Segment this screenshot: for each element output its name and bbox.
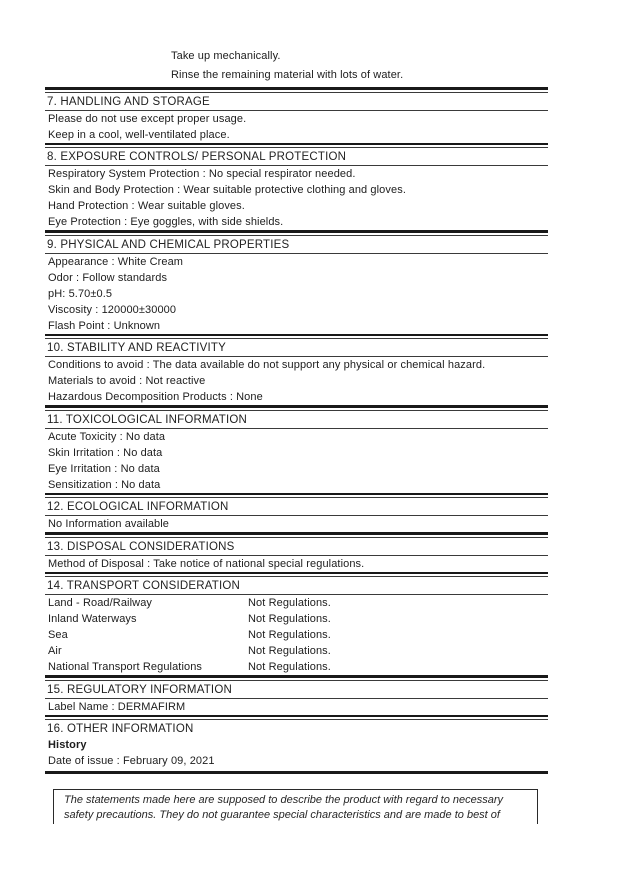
section-body-line: pH: 5.70±0.5 [48, 287, 113, 300]
section-body-line: Respiratory System Protection : No special respirator needed. [48, 168, 356, 180]
section-body-line: Skin and Body Protection : Wear suitable protective clothing and gloves. [48, 184, 406, 196]
section-body-line: Appearance : White Cream [48, 255, 184, 268]
section-title: 16. OTHER INFORMATION [47, 723, 194, 735]
transport-mode-label: National Transport Regulations [48, 661, 203, 673]
sections-container [45, 87, 548, 769]
section-body-line: Acute Toxicity : No data [48, 430, 166, 443]
transport-regulation-value: Not Regulations. [248, 597, 331, 609]
transport-regulation-value: Not Regulations. [248, 613, 331, 625]
intro-line: Rinse the remaining material with lots of water. [171, 69, 404, 81]
transport-row [45, 659, 548, 675]
transport-mode-label: Air [48, 645, 62, 657]
section-body-line: Eye Irritation : No data [48, 462, 160, 475]
section-title: 7. HANDLING AND STORAGE [45, 93, 548, 111]
section-body-line: Eye Protection : Eye goggles, with side shields. [48, 216, 284, 228]
section-body-line: Flash Point : Unknown [48, 319, 161, 332]
section-title: 9. PHYSICAL AND CHEMICAL PROPERTIES [45, 236, 548, 254]
section-title: 10. STABILITY AND REACTIVITY [45, 339, 548, 357]
section-14 [45, 572, 548, 676]
transport-regulation-value: Not Regulations. [248, 645, 331, 657]
transport-regulation-value: Not Regulations. [248, 661, 331, 673]
disclaimer-line: safety precautions. They do not guarantee special characteristics and are made to best of [64, 809, 500, 821]
transport-row [45, 643, 548, 659]
section-body-line: Hand Protection : Wear suitable gloves. [48, 200, 245, 212]
transport-regulation-value: Not Regulations. [248, 629, 331, 641]
section-body-line: Sensitization : No data [48, 478, 161, 491]
transport-mode-label: Inland Waterways [48, 613, 137, 625]
transport-mode-label: Land - Road/Railway [48, 597, 153, 609]
section-body-line: Date of issue : February 09, 2021 [48, 755, 215, 767]
intro-continuation-lines [45, 47, 548, 85]
section-body-line: No Information available [48, 518, 170, 530]
section-body-line: Hazardous Decomposition Products : None [48, 391, 263, 403]
disclaimer-box [53, 789, 538, 824]
transport-row [45, 627, 548, 643]
section-15 [45, 675, 548, 715]
section-body-line: Label Name : DERMAFIRM [48, 700, 186, 713]
transport-row [45, 595, 548, 611]
section-7 [45, 87, 548, 143]
section-title: 12. ECOLOGICAL INFORMATION [45, 498, 548, 516]
section-9 [45, 230, 548, 334]
section-body-line: Please do not use except proper usage. [48, 112, 247, 125]
section-body-line: Conditions to avoid : The data available do not support any physical or chemical hazard. [48, 359, 486, 371]
section-title: 11. TOXICOLOGICAL INFORMATION [45, 411, 548, 429]
section-16 [45, 715, 548, 770]
transport-row [45, 611, 548, 627]
section-8 [45, 143, 548, 231]
section-title: 8. EXPOSURE CONTROLS/ PERSONAL PROTECTION [45, 148, 548, 166]
transport-mode-label: Sea [48, 629, 68, 641]
section-title: 15. REGULATORY INFORMATION [45, 681, 548, 699]
section-13 [45, 532, 548, 572]
section-body-line: Materials to avoid : Not reactive [48, 375, 206, 387]
end-of-sections-rule [45, 771, 548, 774]
section-body-line: Keep in a cool, well-ventilated place. [48, 128, 230, 141]
section-title: 14. TRANSPORT CONSIDERATION [45, 577, 548, 595]
section-10 [45, 334, 548, 406]
section-body-line: Method of Disposal : Take notice of national special regulations. [48, 557, 365, 570]
section-body-line: Viscosity : 120000±30000 [48, 303, 177, 316]
section-11 [45, 405, 548, 493]
section-12 [45, 493, 548, 533]
section-body-line: Odor : Follow standards [48, 271, 168, 284]
section-body-line: Skin Irritation : No data [48, 446, 163, 459]
section-title: 13. DISPOSAL CONSIDERATIONS [45, 538, 548, 556]
history-subheading: History [48, 739, 87, 751]
intro-line: Take up mechanically. [171, 50, 281, 62]
disclaimer-line: The statements made here are supposed to describe the product with regard to necessary [64, 793, 504, 806]
